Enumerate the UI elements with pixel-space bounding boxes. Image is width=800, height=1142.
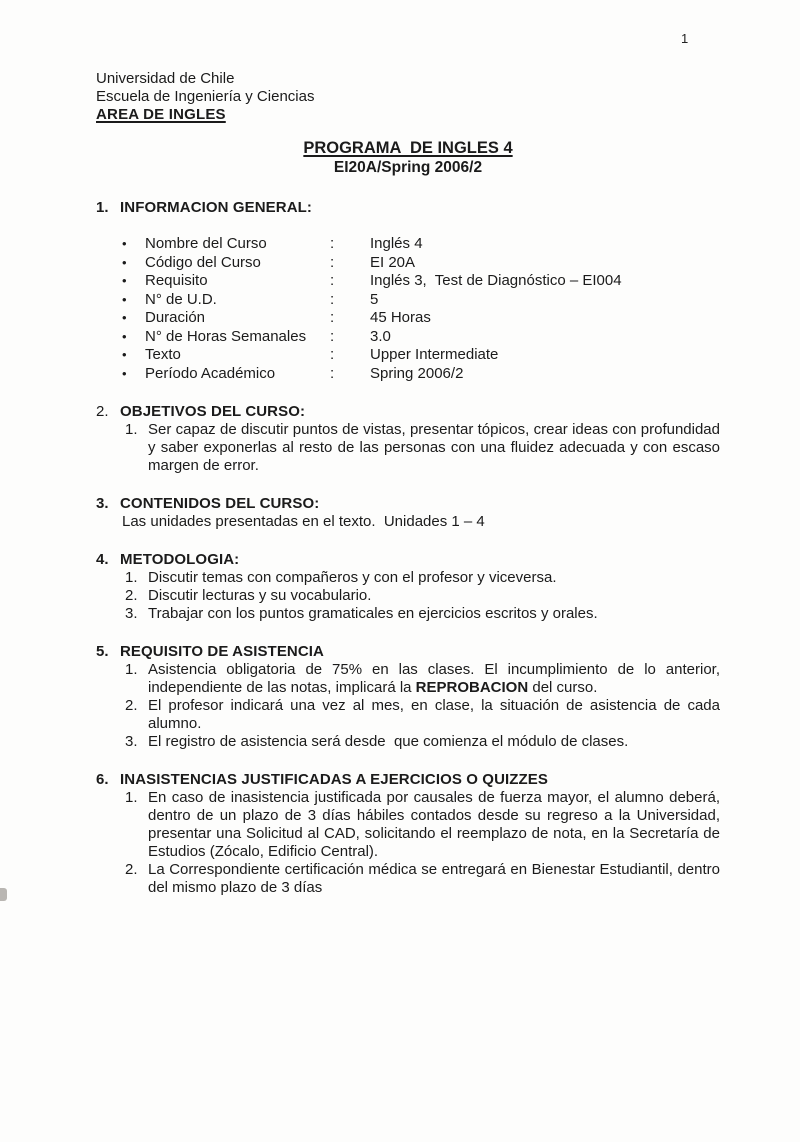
section-contenidos bbox=[96, 495, 720, 531]
section-title: METODOLOGIA: bbox=[120, 551, 240, 568]
field-label: Código del Curso bbox=[145, 253, 261, 271]
section-number: 5. bbox=[96, 643, 109, 660]
bullet-icon: • bbox=[122, 347, 127, 362]
item-text: Discutir temas con compañeros y con el profesor y viceversa. bbox=[148, 569, 557, 586]
field-value: Spring 2006/2 bbox=[370, 364, 464, 382]
info-row-periodo bbox=[122, 365, 720, 384]
section-number: 2. bbox=[96, 403, 109, 420]
section-heading bbox=[96, 495, 720, 513]
section-number: 6. bbox=[96, 771, 109, 788]
bullet-icon: • bbox=[122, 365, 127, 381]
list-item bbox=[125, 587, 720, 605]
section-inasistencias bbox=[96, 771, 725, 897]
section-title: CONTENIDOS DEL CURSO: bbox=[120, 495, 320, 512]
section-asistencia bbox=[96, 643, 725, 751]
section-number: 3. bbox=[96, 495, 109, 512]
section-title: INASISTENCIAS JUSTIFICADAS A EJERCICIOS O QUIZZES bbox=[120, 771, 549, 788]
document-title: PROGRAMA DE INGLES 4 bbox=[303, 139, 513, 157]
list-item bbox=[125, 789, 725, 861]
list-item bbox=[125, 569, 720, 587]
item-number: 2. bbox=[125, 861, 138, 878]
bullet-icon: • bbox=[122, 236, 127, 251]
item-number: 1. bbox=[125, 421, 138, 438]
section-title: INFORMACION GENERAL: bbox=[120, 199, 312, 216]
item-number: 1. bbox=[125, 789, 138, 806]
item-text-emphasis: REPROBACION bbox=[415, 679, 529, 696]
field-value: EI 20A bbox=[370, 253, 416, 271]
bullet-icon: • bbox=[122, 273, 127, 288]
list-item bbox=[125, 661, 725, 697]
section-heading bbox=[96, 403, 720, 421]
list-item bbox=[125, 421, 725, 475]
title-block bbox=[96, 139, 720, 177]
item-text: Trabajar con los puntos gramaticales en ejercicios escritos y orales. bbox=[148, 605, 598, 622]
field-value: 3.0 bbox=[370, 327, 391, 345]
field-value: 5 bbox=[370, 290, 379, 308]
info-row-codigo bbox=[122, 254, 720, 273]
field-value: Inglés 3, Test de Diagnóstico – EI004 bbox=[370, 272, 622, 289]
field-label: N° de U.D. bbox=[145, 290, 217, 308]
field-separator: : bbox=[330, 364, 335, 382]
field-label: Texto bbox=[145, 346, 181, 363]
section-objetivos bbox=[96, 403, 725, 475]
item-text-post: del curso. bbox=[528, 679, 598, 696]
info-row-requisito bbox=[122, 272, 720, 291]
item-text: El profesor indicará una vez al mes, en clase, la situación de asistencia de cada alumno. bbox=[148, 697, 725, 732]
document-header bbox=[96, 70, 720, 124]
item-text: El registro de asistencia será desde que comienza el módulo de clases. bbox=[148, 733, 629, 750]
field-separator: : bbox=[330, 309, 335, 326]
field-label: N° de Horas Semanales bbox=[145, 327, 307, 345]
inasistencias-list bbox=[96, 789, 725, 897]
field-value: Inglés 4 bbox=[370, 235, 423, 252]
item-number: 3. bbox=[125, 605, 138, 622]
contenidos-body: Las unidades presentadas en el texto. Unidades 1 – 4 bbox=[122, 513, 485, 530]
department-name: AREA DE INGLES bbox=[96, 106, 226, 123]
scan-artifact bbox=[0, 888, 7, 901]
item-number: 3. bbox=[125, 733, 138, 750]
list-item bbox=[125, 861, 725, 897]
field-label: Requisito bbox=[145, 272, 208, 289]
field-label: Duración bbox=[145, 309, 206, 326]
list-item bbox=[125, 605, 720, 623]
section-heading bbox=[96, 199, 720, 217]
item-text: Discutir lecturas y su vocabulario. bbox=[148, 587, 372, 604]
asistencia-list bbox=[96, 661, 725, 751]
item-text-pre: Asistencia obligatoria de 75% en las clases. El incumplimiento de lo anterior, independiente de las notas, implicará la bbox=[148, 661, 725, 696]
section-number: 1. bbox=[96, 199, 109, 216]
info-row-duracion bbox=[122, 309, 720, 328]
section-heading bbox=[96, 643, 720, 661]
field-label: Período Académico bbox=[145, 364, 276, 382]
section-heading bbox=[96, 771, 720, 789]
field-separator: : bbox=[330, 346, 335, 363]
info-row-horas-semanales bbox=[122, 328, 720, 347]
info-row-texto bbox=[122, 346, 720, 365]
course-info-list bbox=[96, 235, 720, 383]
document-subtitle: EI20A/Spring 2006/2 bbox=[333, 159, 483, 176]
field-value: 45 Horas bbox=[370, 309, 431, 326]
institution-name: Universidad de Chile bbox=[96, 70, 235, 87]
item-text: Ser capaz de discutir puntos de vistas, presentar tópicos, crear ideas con profundidad y saber exponerlas al resto de las personas con una fluidez adecuada y con escaso margen de error. bbox=[148, 421, 725, 474]
section-title: OBJETIVOS DEL CURSO: bbox=[120, 403, 306, 420]
field-separator: : bbox=[330, 253, 335, 271]
list-item bbox=[125, 733, 720, 751]
field-separator: : bbox=[330, 327, 335, 345]
section-metodologia bbox=[96, 551, 720, 623]
objetivos-list bbox=[96, 421, 725, 475]
info-row-nombre bbox=[122, 235, 720, 254]
item-text bbox=[148, 661, 725, 697]
section-number: 4. bbox=[96, 551, 109, 568]
item-text: En caso de inasistencia justificada por causales de fuerza mayor, el alumno deberá, dentro de un plazo de 3 días hábiles contados desde su regreso a la Universidad, presentar una Solicitud al CAD, solicitando el reemplazo de nota, en la Secretaría de Estudios (Zócalo, Edificio Central). bbox=[148, 789, 725, 860]
school-name: Escuela de Ingeniería y Ciencias bbox=[96, 88, 315, 105]
item-number: 1. bbox=[125, 661, 138, 678]
section-informacion-general bbox=[96, 199, 720, 383]
section-heading bbox=[96, 551, 720, 569]
list-item bbox=[125, 697, 725, 733]
field-separator: : bbox=[330, 272, 335, 289]
info-row-ud bbox=[122, 291, 720, 310]
field-separator: : bbox=[330, 290, 335, 308]
bullet-icon: • bbox=[122, 291, 127, 307]
item-number: 2. bbox=[125, 697, 138, 714]
item-number: 1. bbox=[125, 569, 138, 586]
bullet-icon: • bbox=[122, 328, 127, 344]
bullet-icon: • bbox=[122, 254, 127, 270]
section-title: REQUISITO DE ASISTENCIA bbox=[120, 643, 324, 660]
field-value: Upper Intermediate bbox=[370, 346, 499, 363]
metodologia-list bbox=[96, 569, 720, 623]
field-separator: : bbox=[330, 235, 335, 252]
page-number: 1 bbox=[681, 31, 689, 46]
field-label: Nombre del Curso bbox=[145, 235, 267, 252]
item-number: 2. bbox=[125, 587, 138, 604]
bullet-icon: • bbox=[122, 310, 127, 325]
item-text: La Correspondiente certificación médica se entregará en Bienestar Estudiantil, dentro del mismo plazo de 3 días bbox=[148, 861, 725, 896]
